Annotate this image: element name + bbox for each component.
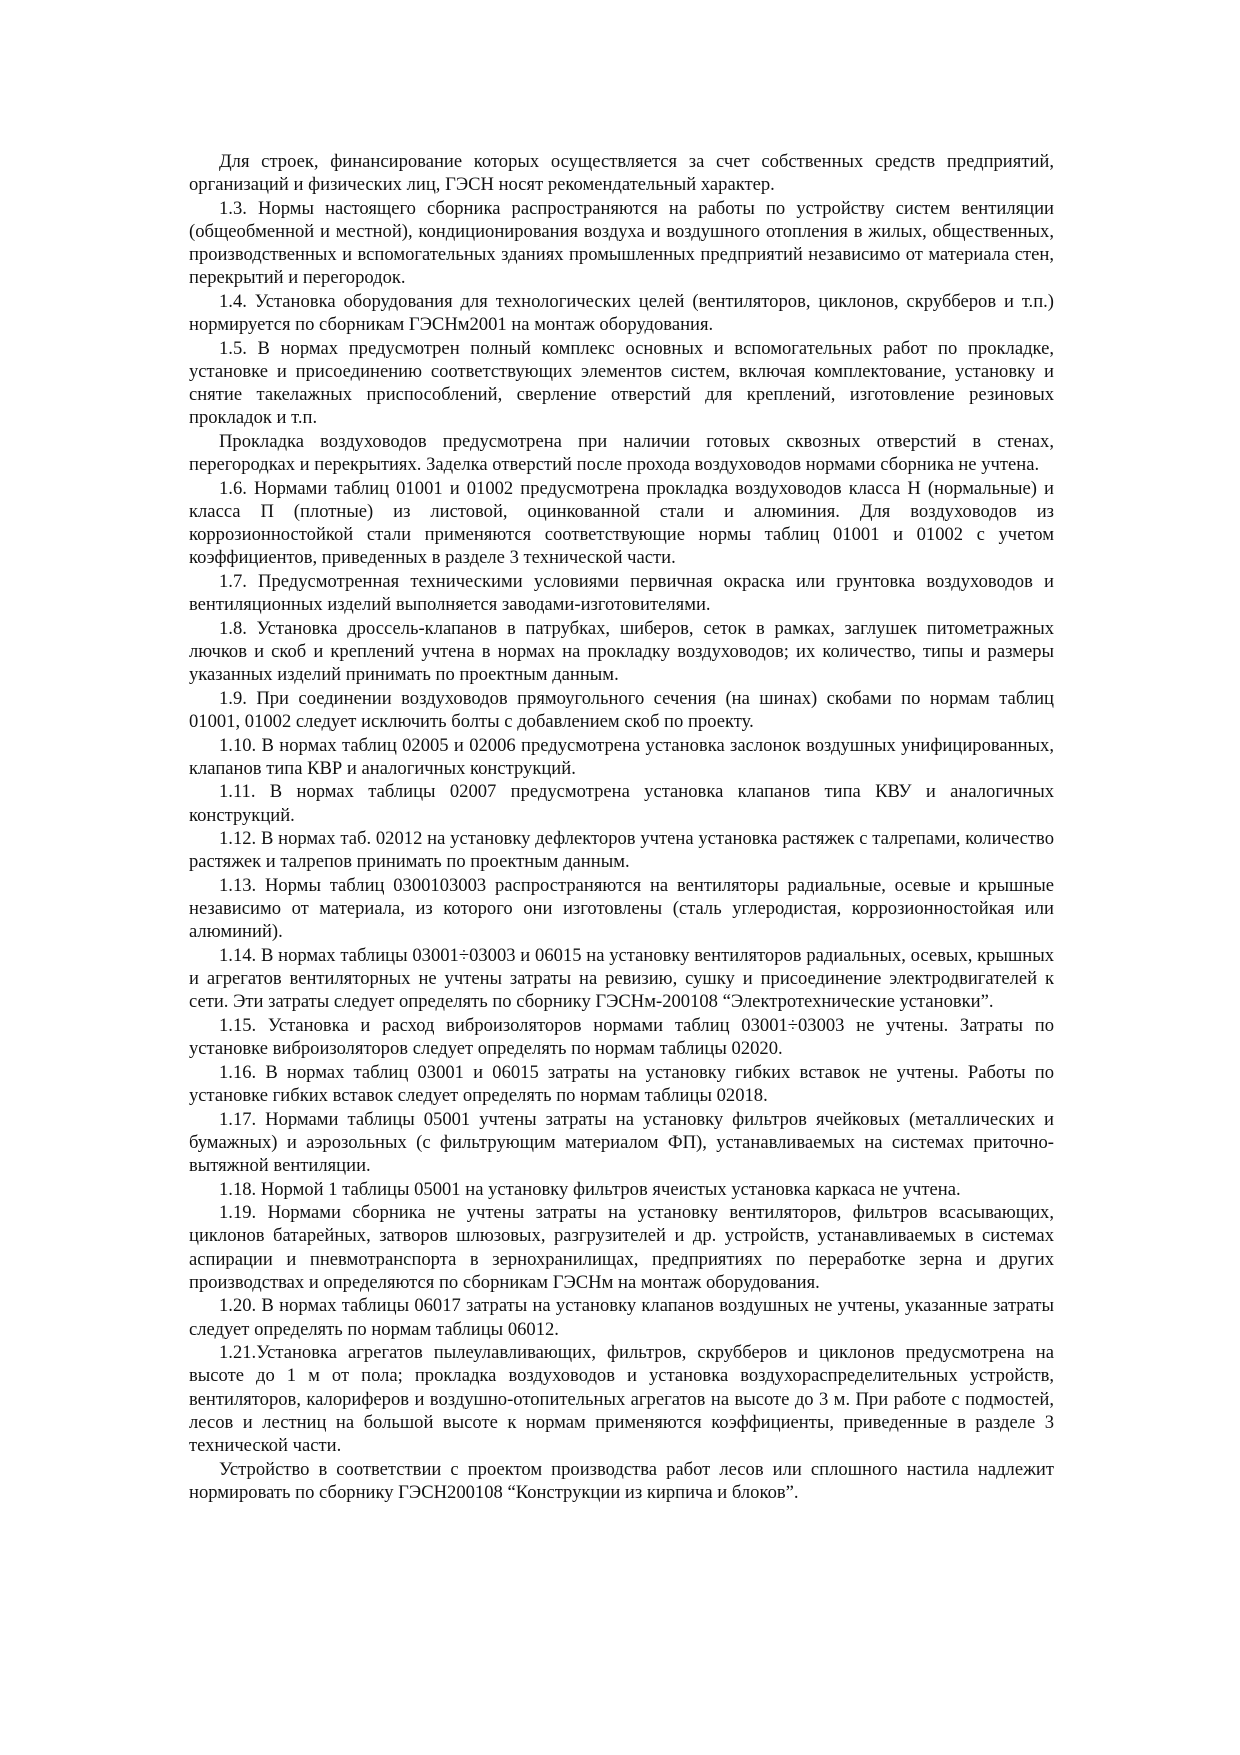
paragraph-1-7: 1.7. Предусмотренная техническими условиями первичная окраска или грунтовка воздуховодов и вентиляционных изделий выполняется заводами-изготовителями.	[189, 571, 1054, 616]
paragraph-1-6: 1.6. Нормами таблиц 01001 и 01002 предусмотрена прокладка воздуховодов класса Н (нормальные) и класса П (плотные) из листовой, оцинкованной стали и алюминия. Для воздуховодов из коррозионностойкой стали применяются соответствующие нормы таблиц 01001 и 01002 с учетом коэффициентов, приведенных в разделе 3 технической части.	[189, 477, 1054, 569]
paragraph-1-3: 1.3. Нормы настоящего сборника распространяются на работы по устройству систем вентиляции (общеобменной и местной), кондиционирования воздуха и воздушного отопления в жилых, общественных, производственных и вспомогательных зданиях промышленных предприятий независимо от материала стен, перекрытий и перегородок.	[189, 197, 1054, 289]
paragraph-1-9: 1.9. При соединении воздуховодов прямоугольного сечения (на шинах) скобами по нормам таблиц 01001, 01002 следует исключить болты с добавлением скоб по проекту.	[189, 687, 1054, 732]
paragraph-1-14: 1.14. В нормах таблицы 03001÷03003 и 06015 на установку вентиляторов радиальных, осевых, крышных и агрегатов вентиляторных не учтены затраты на ревизию, сушку и присоединение электродвигателей к сети. Эти затраты следует определять по сборнику ГЭСНм-200108 “Электротехнические установки”.	[189, 944, 1054, 1013]
paragraph-1-19: 1.19. Нормами сборника не учтены затраты на установку вентиляторов, фильтров всасывающих, циклонов батарейных, затворов шлюзовых, разгрузителей и др. устройств, устанавливаемых в системах аспирации и пневмотранспорта в зернохранилищах, предприятиях по переработке зерна и других производствах и определяются по сборникам ГЭСНм на монтаж оборудования.	[189, 1202, 1054, 1293]
paragraph-1-16: 1.16. В нормах таблиц 03001 и 06015 затраты на установку гибких вставок не учтены. Работы по установке гибких вставок следует определять по нормам таблицы 02018.	[189, 1061, 1054, 1106]
paragraph-1-17: 1.17. Нормами таблицы 05001 учтены затраты на установку фильтров ячейковых (металлических и бумажных) и аэрозольных (с фильтрующим материалом ФП), устанавливаемых на системах приточно-вытяжной вентиляции.	[189, 1108, 1054, 1176]
paragraph-scaffolding: Устройство в соответствии с проектом производства работ лесов или сплошного настила надлежит нормировать по сборнику ГЭСН200108 “Конструкции из кирпича и блоков”.	[189, 1458, 1054, 1503]
paragraph-1-15: 1.15. Установка и расход виброизоляторов нормами таблиц 03001÷03003 не учтены. Затраты по установке виброизоляторов следует определять по нормам таблицы 02020.	[189, 1014, 1054, 1060]
paragraph-1-13: 1.13. Нормы таблиц 0300103003 распространяются на вентиляторы радиальные, осевые и крышные независимо от материала, из которого они изготовлены (сталь углеродистая, коррозионностойкая или алюминий).	[189, 874, 1054, 943]
paragraph-duct-laying: Прокладка воздуховодов предусмотрена при наличии готовых сквозных отверстий в стенах, перегородках и перекрытиях. Заделка отверстий после прохода воздуховодов нормами сборника не учтена.	[189, 431, 1054, 476]
paragraph-1-11: 1.11. В нормах таблицы 02007 предусмотрена установка клапанов типа КВУ и аналогичных конструкций.	[189, 781, 1054, 826]
paragraph-1-18: 1.18. Нормой 1 таблицы 05001 на установку фильтров ячеистых установка каркаса не учтена.	[219, 1178, 961, 1200]
paragraph-intro-note: Для строек, финансирование которых осуществляется за счет собственных средств предприятий, организаций и физических лиц, ГЭСН носят рекомендательный характер.	[189, 151, 1054, 196]
paragraph-1-10: 1.10. В нормах таблиц 02005 и 02006 предусмотрена установка заслонок воздушных унифицированных, клапанов типа КВР и аналогичных конструкций.	[189, 734, 1054, 779]
paragraph-1-4: 1.4. Установка оборудования для технологических целей (вентиляторов, циклонов, скрубберов и т.п.) нормируется по сборникам ГЭСНм2001 на монтаж оборудования.	[189, 291, 1054, 336]
paragraph-1-5: 1.5. В нормах предусмотрен полный комплекс основных и вспомогательных работ по прокладке, установке и присоединению соответствующих элементов систем, включая комплектование, установку и снятие такелажных приспособлений, сверление отверстий для креплений, изготовление резиновых прокладок и т.п.	[189, 337, 1054, 429]
document-page	[189, 150, 1054, 1504]
paragraph-1-20: 1.20. В нормах таблицы 06017 затраты на установку клапанов воздушных не учтены, указанные затраты следует определять по нормам таблицы 06012.	[189, 1295, 1054, 1340]
paragraph-1-21: 1.21.Установка агрегатов пылеулавливающих, фильтров, скрубберов и циклонов предусмотрена на высоте до 1 м от пола; прокладка воздуховодов и установка воздухораспределительных устройств, вентиляторов, калориферов и воздушно-отопительных агрегатов на высоте до 3 м. При работе с подмостей, лесов и лестниц на большой высоте к нормам применяются коэффициенты, приведенные в разделе 3 технической части.	[189, 1342, 1054, 1456]
paragraph-1-8: 1.8. Установка дроссель-клапанов в патрубках, шиберов, сеток в рамках, заглушек питометражных лючков и скоб и креплений учтена в нормах на прокладку воздуховодов; их количество, типы и размеры указанных изделий принимать по проектным данным.	[189, 617, 1054, 686]
paragraph-1-12: 1.12. В нормах таб. 02012 на установку дефлекторов учтена установка растяжек с талрепами, количество растяжек и талрепов принимать по проектным данным.	[189, 828, 1054, 873]
